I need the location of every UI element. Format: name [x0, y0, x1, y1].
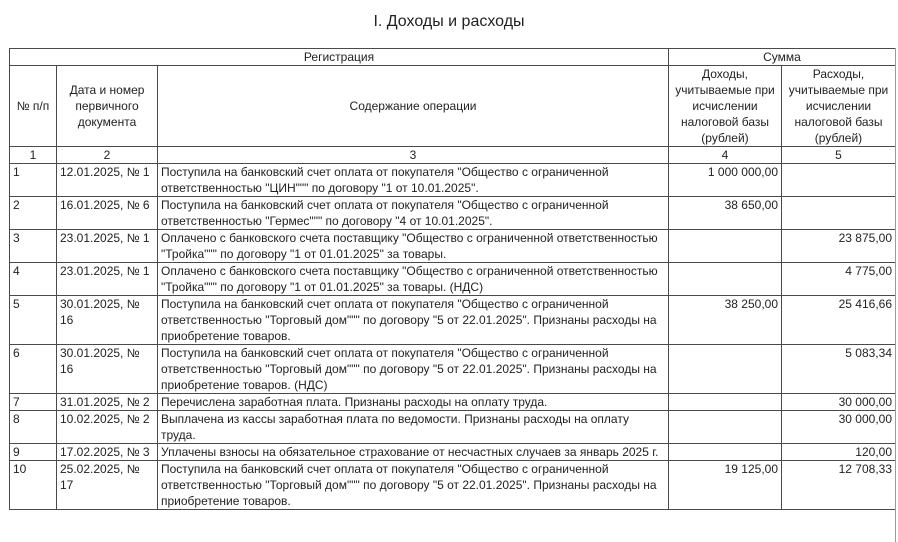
row-number: 9 [10, 444, 57, 461]
header-col-expense: Расходы, учитываемые при исчислении налоговой базы (рублей) [782, 66, 896, 147]
row-description: Поступила на банковский счет оплата от покупателя "Общество с ограниченной ответственностью "Торговый дом""" по договору "5 от 22.01.2025". Признаны расходы на приобретение товаров. [158, 461, 669, 510]
row-income [669, 411, 782, 444]
header-number-row [10, 147, 896, 164]
header-group-row [10, 49, 896, 66]
row-income: 38 250,00 [669, 296, 782, 345]
row-document: 17.02.2025, № 3 [57, 444, 158, 461]
table-row [10, 444, 896, 461]
row-number: 6 [10, 345, 57, 394]
row-number: 7 [10, 394, 57, 411]
row-document: 10.02.2025, № 2 [57, 411, 158, 444]
row-expense [782, 164, 896, 197]
header-registration: Регистрация [10, 49, 669, 66]
page-right-edge [895, 48, 896, 542]
row-expense: 23 875,00 [782, 230, 896, 263]
header-sum: Сумма [669, 49, 896, 66]
row-description: Уплачены взносы на обязательное страхование от несчастных случаев за январь 2025 г. [158, 444, 669, 461]
row-document: 31.01.2025, № 2 [57, 394, 158, 411]
table-row [10, 394, 896, 411]
row-expense: 25 416,66 [782, 296, 896, 345]
header-num-2: 2 [57, 147, 158, 164]
row-description: Выплачена из кассы заработная плата по ведомости. Признаны расходы на оплату труда. [158, 411, 669, 444]
row-expense [782, 197, 896, 230]
table-row [10, 230, 896, 263]
row-number: 8 [10, 411, 57, 444]
row-expense: 30 000,00 [782, 394, 896, 411]
table-row [10, 296, 896, 345]
row-description: Оплачено с банковского счета поставщику "Общество с ограниченной ответственностью "Тройка""" по договору "1 от 01.01.2025" за товары. (НДС) [158, 263, 669, 296]
row-document: 30.01.2025, № 16 [57, 296, 158, 345]
row-description: Поступила на банковский счет оплата от покупателя "Общество с ограниченной ответственностью "Торговый дом""" по договору "5 от 22.01.2025". Признаны расходы на приобретение товаров. [158, 296, 669, 345]
header-col-desc: Содержание операции [158, 66, 669, 147]
row-income [669, 263, 782, 296]
row-document: 25.02.2025, № 17 [57, 461, 158, 510]
table-row [10, 197, 896, 230]
row-income [669, 444, 782, 461]
row-expense: 4 775,00 [782, 263, 896, 296]
row-expense: 5 083,34 [782, 345, 896, 394]
header-col-num: № п/п [10, 66, 57, 147]
row-number: 5 [10, 296, 57, 345]
row-expense: 120,00 [782, 444, 896, 461]
header-col-doc: Дата и номер первичного документа [57, 66, 158, 147]
row-document: 23.01.2025, № 1 [57, 230, 158, 263]
row-expense: 12 708,33 [782, 461, 896, 510]
header-num-3: 3 [158, 147, 669, 164]
row-document: 16.01.2025, № 6 [57, 197, 158, 230]
table-row [10, 411, 896, 444]
row-description: Поступила на банковский счет оплата от покупателя "Общество с ограниченной ответственностью "Гермес""" по договору "4 от 10.01.2025". [158, 197, 669, 230]
row-income [669, 230, 782, 263]
row-income [669, 394, 782, 411]
header-num-4: 4 [669, 147, 782, 164]
header-col-income: Доходы, учитываемые при исчислении налоговой базы (рублей) [669, 66, 782, 147]
table-row [10, 263, 896, 296]
header-num-1: 1 [10, 147, 57, 164]
row-number: 10 [10, 461, 57, 510]
income-expense-table [9, 48, 896, 510]
table-row [10, 164, 896, 197]
row-income: 1 000 000,00 [669, 164, 782, 197]
row-document: 30.01.2025, № 16 [57, 345, 158, 394]
row-document: 23.01.2025, № 1 [57, 263, 158, 296]
header-num-5: 5 [782, 147, 896, 164]
row-description: Оплачено с банковского счета поставщику "Общество с ограниченной ответственностью "Тройка""" по договору "1 от 01.01.2025" за товары. [158, 230, 669, 263]
row-description: Перечислена заработная плата. Признаны расходы на оплату труда. [158, 394, 669, 411]
row-expense: 30 000,00 [782, 411, 896, 444]
row-number: 2 [10, 197, 57, 230]
header-column-row [10, 66, 896, 147]
table-row [10, 461, 896, 510]
row-number: 4 [10, 263, 57, 296]
row-description: Поступила на банковский счет оплата от покупателя "Общество с ограниченной ответственностью "ЦИН""" по договору "1 от 10.01.2025". [158, 164, 669, 197]
section-title: I. Доходы и расходы [373, 13, 525, 30]
row-description: Поступила на банковский счет оплата от покупателя "Общество с ограниченной ответственностью "Торговый дом""" по договору "5 от 22.01.2025". Признаны расходы на приобретение товаров. (НДС) [158, 345, 669, 394]
row-income: 19 125,00 [669, 461, 782, 510]
row-income: 38 650,00 [669, 197, 782, 230]
row-income [669, 345, 782, 394]
row-number: 1 [10, 164, 57, 197]
table-row [10, 345, 896, 394]
row-document: 12.01.2025, № 1 [57, 164, 158, 197]
row-number: 3 [10, 230, 57, 263]
